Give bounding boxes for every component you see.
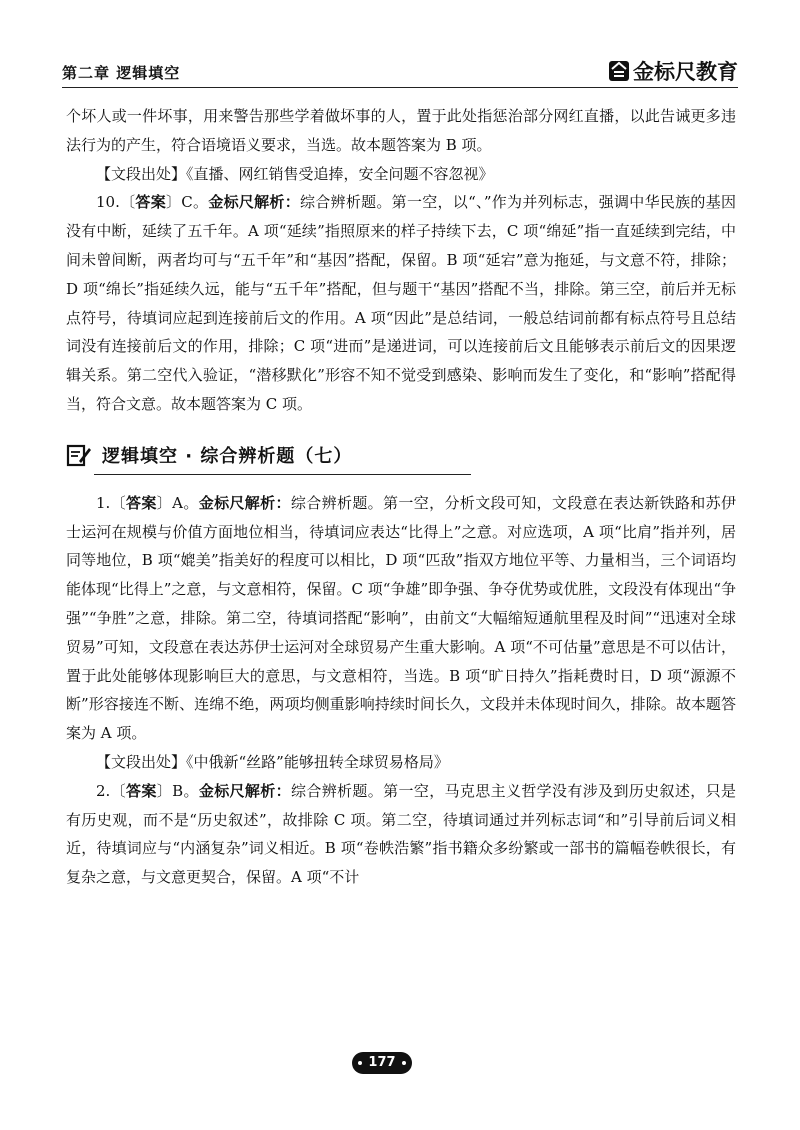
- analysis-text: 综合辨析题。第一空，以“、”作为并列标志，强调中华民族的基因没有中断，延续了五千年。A 项“延续”指照原来的样子持续下去，C 项“绵延”指一直延续到完结，中间未曾间断，两者均可与“五千年”和“基因”搭配，保留。B 项“延宕”意为拖延，与文意不符，排除；D 项“绵长”指延续久远，能与“五千年”搭配，但与题干“基因”搭配不当，排除。第三空，前后并无标点符号，待填词应起到连接前后文的作用。A 项“因此”是总结词，一般总结词前都有标点符号且总结词没有连接前后文的作用，排除；C 项“进而”是递进词，可以连接前后文且能够表示前后文的因果逻辑关系。第二空代入验证，“潜移默化”形容不知不觉受到感染、影响而发生了变化，和“影响”搭配得当，符合文意。故本题答案为 C 项。: [66, 193, 736, 413]
- question-2-explanation: [66, 777, 736, 892]
- question-number: 2.〔: [96, 781, 127, 800]
- edit-note-icon: [66, 442, 92, 468]
- paragraph-continuation: 个坏人或一件坏事，用来警告那些学着做坏事的人，置于此处指惩治部分网红直播，以此告诫更多违法行为的产生，符合语境语义要求，当选。故本题答案为 B 项。: [66, 107, 736, 154]
- page-number: 177: [352, 1052, 412, 1074]
- analysis-text: 综合辨析题。第一空，马克思主义哲学没有涉及到历史叙述，只是有历史观，而不是“历史叙述”，故排除 C 项。第二空，待填词通过并列标志词“和”引导前后词义相近，待填词应与“内涵复杂”词义相近。B 项“卷帙浩繁”指书籍众多纷繁或一部书的篇幅卷帙很长，有复杂之意，与文意更契合，保留。A 项“不计: [66, 781, 736, 887]
- answer-choice: 〕A。: [156, 493, 199, 512]
- answer-label: 答案: [135, 193, 166, 212]
- brand-logo-icon: [608, 60, 630, 82]
- analysis-label: 金标尺解析：: [198, 781, 291, 800]
- question-10-explanation: [66, 188, 736, 418]
- header-divider: [62, 87, 738, 88]
- section-title: 逻辑填空 · 综合辨析题（七）: [102, 445, 353, 467]
- chapter-title: 第二章 逻辑填空: [62, 64, 181, 82]
- answer-label: 答案: [126, 781, 157, 800]
- question-number: 10.〔: [96, 193, 136, 212]
- page-body: [66, 102, 736, 892]
- source-citation: 【文段出处】《中俄新“丝路”能够扭转全球贸易格局》: [96, 752, 449, 771]
- analysis-label: 金标尺解析：: [198, 493, 291, 512]
- page-header: [62, 54, 738, 94]
- source-citation: 【文段出处】《直播、网红销售受追捧，安全问题不容忽视》: [96, 164, 494, 183]
- brand: [608, 56, 738, 86]
- analysis-text: 综合辨析题。第一空，分析文段可知，文段意在表达新铁路和苏伊士运河在规模与价值方面地位相当，待填词应表达“比得上”之意。对应选项，A 项“比肩”指并列，居同等地位，B 项“媲美”指美好的程度可以相比，D 项“匹敌”指双方地位平等、力量相当，三个词语均能体现“比得上”之意，与文意相符，保留。C 项“争雄”即争强、争夺优势或优胜，文段没有体现出“争强”“争胜”之意，排除。第二空，待填词搭配“影响”，由前文“大幅缩短通航里程及时间”“迅速对全球贸易”可知，文段意在表达苏伊士运河对全球贸易产生重大影响。A 项“不可估量”意思是不可以估计，置于此处能够体现影响巨大的意思，与文意相符，当选。B 项“旷日持久”指耗费时日，D 项“源源不断”形容接连不断、连绵不绝，两项均侧重影响持续时间长久，文段并未体现时间久，排除。故本题答案为 A 项。: [66, 493, 736, 743]
- answer-choice: 〕B。: [156, 781, 199, 800]
- brand-name: 金标尺教育: [633, 60, 738, 84]
- answer-choice: 〕C。: [165, 193, 209, 212]
- section-heading: [66, 434, 736, 480]
- analysis-label: 金标尺解析：: [208, 193, 300, 212]
- section-divider: [94, 474, 471, 475]
- question-number: 1.〔: [96, 493, 127, 512]
- answer-label: 答案: [126, 493, 157, 512]
- question-1-explanation: [66, 489, 736, 748]
